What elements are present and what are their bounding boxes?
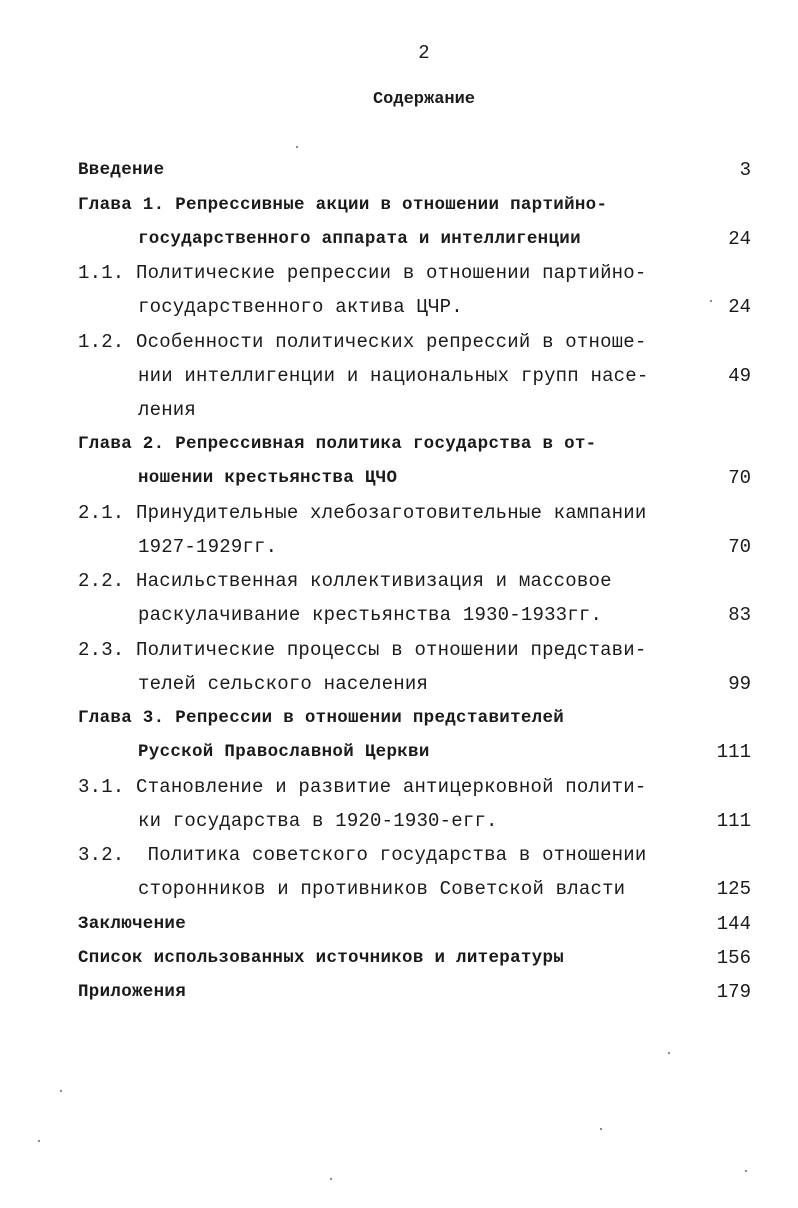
- toc-title: Содержание: [372, 90, 476, 109]
- toc-entry-chapter-1-cont: государственного аппарата и интеллигенции: [138, 229, 581, 249]
- scan-speck: [60, 1090, 62, 1092]
- scan-speck: [668, 1052, 670, 1054]
- scan-speck: [38, 1140, 40, 1142]
- toc-entry-section-3-1: 3.1. Становление и развитие антицерковной полити-: [78, 776, 647, 798]
- scan-speck: [296, 146, 298, 148]
- toc-entry-appendices: Приложения: [78, 982, 187, 1002]
- toc-entry-section-2-2: 2.2. Насильственная коллективизация и массовое: [78, 570, 612, 592]
- toc-entry-section-1-2-cont: нии интеллигенции и национальных групп насе-: [138, 365, 649, 387]
- toc-entry-section-1-1: 1.1. Политические репрессии в отношении партийно-: [78, 262, 647, 284]
- toc-page-appendices: 179: [716, 981, 751, 1003]
- toc-entry-section-1-2: 1.2. Особенности политических репрессий в отноше-: [78, 331, 647, 353]
- toc-entry-section-1-2-cont2: ления: [138, 399, 197, 421]
- scan-speck: [330, 1178, 332, 1180]
- toc-page-chapter-2: 70: [728, 467, 751, 489]
- toc-entry-section-3-2: 3.2. Политика советского государства в отношении: [78, 844, 647, 866]
- toc-page-section-1-2: 49: [728, 365, 751, 387]
- toc-entry-chapter-3-cont: Русской Православной Церкви: [138, 742, 430, 762]
- toc-page-section-1-1: 24: [728, 296, 751, 318]
- toc-entry-section-2-2-cont: раскулачивание крестьянства 1930-1933гг.: [138, 604, 603, 626]
- scan-speck: [745, 1170, 747, 1172]
- toc-entry-chapter-3: Глава 3. Репрессии в отношении представителей: [78, 708, 565, 728]
- toc-page-introduction: 3: [739, 159, 751, 181]
- toc-page-section-3-1: 111: [716, 810, 751, 832]
- toc-entry-section-2-1-cont: 1927-1929гг.: [138, 536, 278, 558]
- toc-entry-chapter-2-cont: ношении крестьянства ЦЧО: [138, 468, 398, 488]
- toc-entry-conclusion: Заключение: [78, 914, 187, 934]
- toc-entry-bibliography: Список использованных источников и литературы: [78, 948, 565, 968]
- toc-page-section-2-2: 83: [728, 604, 751, 626]
- toc-entry-introduction: Введение: [78, 160, 165, 180]
- toc-page-section-3-2: 125: [716, 878, 751, 900]
- toc-page-section-2-3: 99: [728, 673, 751, 695]
- toc-entry-section-3-2-cont: сторонников и противников Советской власти: [138, 878, 626, 900]
- toc-page-section-2-1: 70: [728, 536, 751, 558]
- page-number: 2: [418, 42, 430, 64]
- scan-speck: [600, 1128, 602, 1130]
- toc-entry-section-2-1: 2.1. Принудительные хлебозаготовительные кампании: [78, 502, 647, 524]
- toc-entry-section-3-1-cont: ки государства в 1920-1930-егг.: [138, 810, 498, 832]
- toc-page-chapter-1: 24: [728, 228, 751, 250]
- toc-page-chapter-3: 111: [716, 741, 751, 763]
- toc-entry-section-1-1-cont: государственного актива ЦЧР.: [138, 296, 463, 318]
- toc-entry-section-2-3-cont: телей сельского населения: [138, 673, 429, 695]
- toc-page-bibliography: 156: [716, 947, 751, 969]
- toc-entry-section-2-3: 2.3. Политические процессы в отношении представи-: [78, 639, 647, 661]
- scan-speck: [710, 300, 712, 302]
- toc-page-conclusion: 144: [716, 913, 751, 935]
- toc-entry-chapter-2: Глава 2. Репрессивная политика государства в от-: [78, 434, 597, 454]
- toc-entry-chapter-1: Глава 1. Репрессивные акции в отношении партийно-: [78, 195, 608, 215]
